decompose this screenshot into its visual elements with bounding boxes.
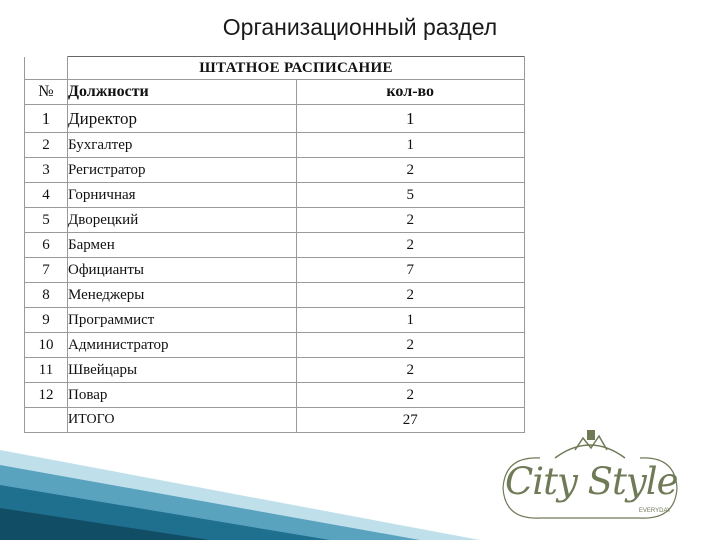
row-num: 4 bbox=[25, 183, 68, 208]
row-num: 9 bbox=[25, 308, 68, 333]
row-qty: 7 bbox=[296, 258, 525, 283]
column-header-position: Должности bbox=[68, 80, 297, 105]
row-qty: 1 bbox=[296, 105, 525, 133]
table-total-row bbox=[25, 408, 525, 433]
row-num: 3 bbox=[25, 158, 68, 183]
table-heading: ШТАТНОЕ РАСПИСАНИЕ bbox=[68, 57, 525, 80]
table-heading-row bbox=[25, 57, 525, 80]
row-position: Администратор bbox=[68, 333, 297, 358]
table-header-row bbox=[25, 80, 525, 105]
total-label: ИТОГО bbox=[68, 408, 297, 433]
staff-table bbox=[24, 56, 525, 433]
row-position: Программист bbox=[68, 308, 297, 333]
row-position: Менеджеры bbox=[68, 283, 297, 308]
table-row bbox=[25, 333, 525, 358]
row-qty: 1 bbox=[296, 133, 525, 158]
row-qty: 2 bbox=[296, 283, 525, 308]
row-position: Бухгалтер bbox=[68, 133, 297, 158]
row-num: 12 bbox=[25, 383, 68, 408]
table-row bbox=[25, 358, 525, 383]
row-position: Повар bbox=[68, 383, 297, 408]
table-row bbox=[25, 105, 525, 133]
row-position: Дворецкий bbox=[68, 208, 297, 233]
logo-text: City Style bbox=[505, 460, 678, 503]
row-qty: 2 bbox=[296, 233, 525, 258]
row-num: 11 bbox=[25, 358, 68, 383]
row-num: 5 bbox=[25, 208, 68, 233]
row-qty: 2 bbox=[296, 158, 525, 183]
table-row bbox=[25, 233, 525, 258]
row-qty: 2 bbox=[296, 358, 525, 383]
table-row bbox=[25, 308, 525, 333]
table-row bbox=[25, 283, 525, 308]
row-position: Официанты bbox=[68, 258, 297, 283]
row-qty: 2 bbox=[296, 383, 525, 408]
logo-tagline: EVERYDAY bbox=[638, 508, 671, 514]
row-position: Горничная bbox=[68, 183, 297, 208]
row-num: 1 bbox=[25, 105, 68, 133]
row-qty: 5 bbox=[296, 183, 525, 208]
total-qty: 27 bbox=[296, 408, 525, 433]
row-position: Швейцары bbox=[68, 358, 297, 383]
row-qty: 2 bbox=[296, 208, 525, 233]
column-header-qty: кол-во bbox=[296, 80, 525, 105]
row-position: Бармен bbox=[68, 233, 297, 258]
row-num: 10 bbox=[25, 333, 68, 358]
table-row bbox=[25, 383, 525, 408]
row-position: Директор bbox=[68, 105, 297, 133]
table-row bbox=[25, 158, 525, 183]
row-qty: 2 bbox=[296, 333, 525, 358]
table-row bbox=[25, 258, 525, 283]
row-num: 7 bbox=[25, 258, 68, 283]
table-row bbox=[25, 133, 525, 158]
row-num: 2 bbox=[25, 133, 68, 158]
slide-title: Организационный раздел bbox=[222, 14, 498, 40]
staff-table-container bbox=[24, 56, 525, 433]
city-style-logo bbox=[495, 428, 685, 528]
row-num: 6 bbox=[25, 233, 68, 258]
row-num: 8 bbox=[25, 283, 68, 308]
column-header-num: № bbox=[25, 80, 68, 105]
table-row bbox=[25, 208, 525, 233]
row-position: Регистратор bbox=[68, 158, 297, 183]
row-qty: 1 bbox=[296, 308, 525, 333]
table-row bbox=[25, 183, 525, 208]
